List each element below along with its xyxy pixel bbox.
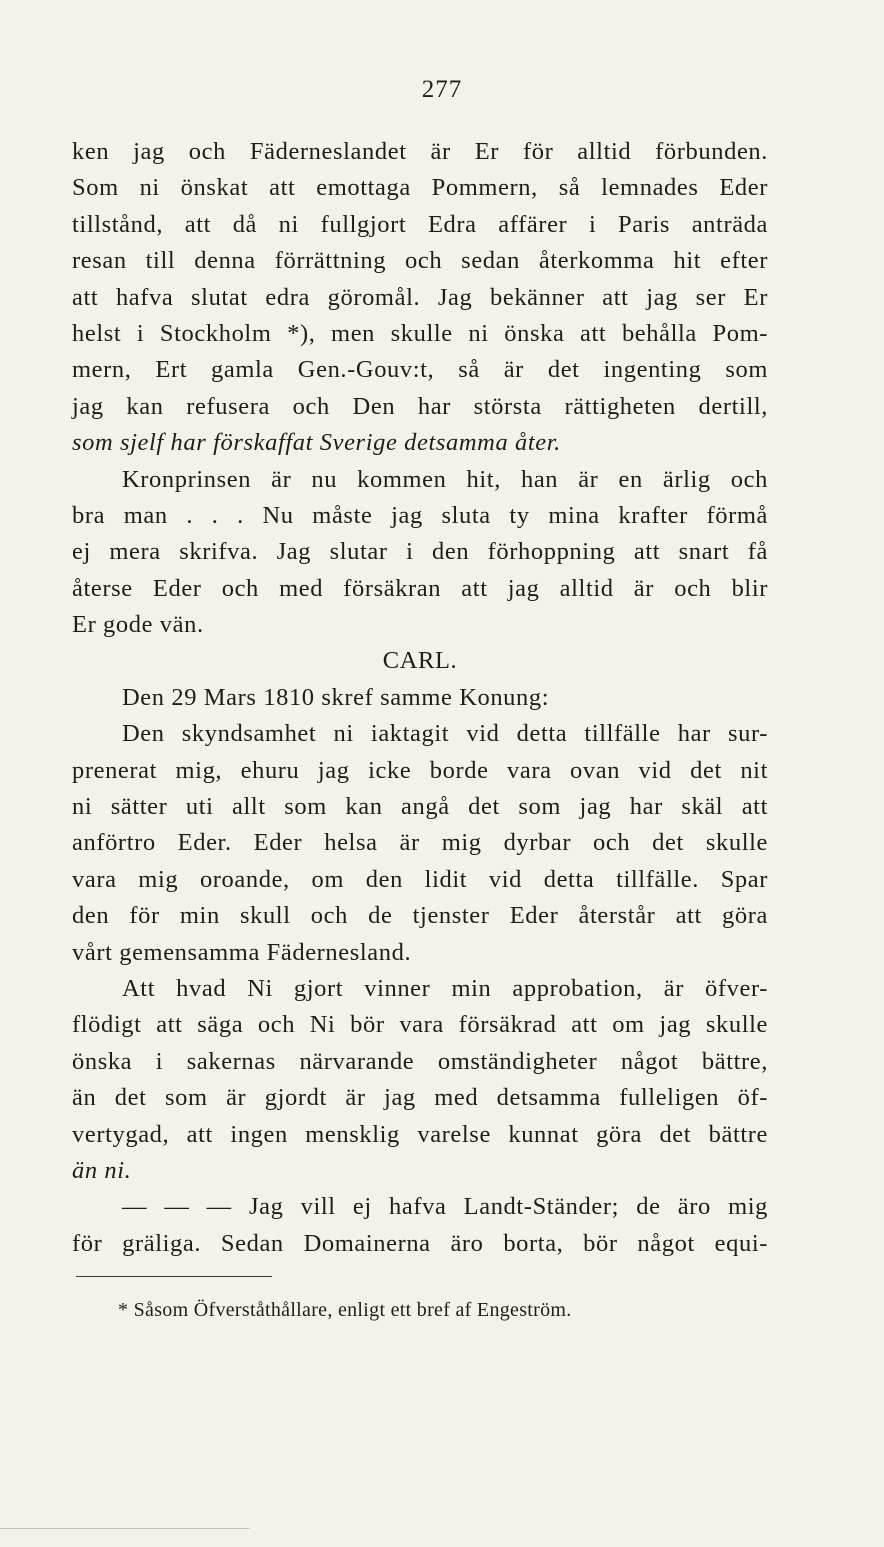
- page-number: 277: [421, 76, 463, 103]
- text-line-italic: som sjelf har förskaffat Sverige detsamma åter.: [72, 429, 561, 457]
- body-text: [72, 134, 768, 1262]
- paragraph-start: Den 29 Mars 1810 skref samme Konung:: [122, 683, 550, 711]
- text-line-italic: än ni.: [72, 1156, 132, 1184]
- text-line: Som ni önskat att emottaga Pommern, så lemnades Eder: [72, 174, 768, 202]
- text-line: att hafva slutat edra göromål. Jag bekänner att jag ser Er: [72, 283, 768, 311]
- text-line: ej mera skrifva. Jag slutar i den förhoppning att snart få: [72, 538, 768, 566]
- text-line: bra man . . . Nu måste jag sluta ty mina krafter förmå: [72, 501, 768, 529]
- text-line: Er gode vän.: [72, 611, 204, 639]
- text-line: helst i Stockholm *), men skulle ni önska att behålla Pom-: [72, 319, 768, 347]
- text-line: än det som är gjordt är jag med detsamma fulleligen öf-: [72, 1084, 768, 1112]
- text-line: för gräliga. Sedan Domainerna äro borta, bör något equi-: [72, 1229, 768, 1257]
- text-line: flödigt att säga och Ni bör vara försäkrad att om jag skulle: [72, 1011, 768, 1039]
- text-line: den för min skull och de tjenster Eder återstår att göra: [72, 902, 768, 930]
- text-line: ken jag och Fäderneslandet är Er för alltid förbunden.: [72, 138, 768, 165]
- paragraph-start: Kronprinsen är nu kommen hit, han är en ärlig och: [122, 465, 768, 493]
- text-line: önska i sakernas närvarande omständigheter något bättre,: [72, 1047, 768, 1075]
- text-line: tillstånd, att då ni fullgjort Edra affärer i Paris anträda: [72, 210, 768, 238]
- text-line: anförtro Eder. Eder helsa är mig dyrbar och det skulle: [72, 829, 768, 857]
- text-line: vårt gemensamma Fädernesland.: [72, 938, 412, 966]
- text-line: resan till denna förrättning och sedan återkomma hit efter: [72, 247, 768, 275]
- paragraph-start: — — — Jag vill ej hafva Landt-Ständer; de äro mig: [122, 1193, 768, 1221]
- footnote-rule: [76, 1276, 272, 1277]
- footnote: * Såsom Öfverståthållare, enligt ett bref af Engeström.: [118, 1299, 572, 1321]
- paragraph-start: Den skyndsamhet ni iaktagit vid detta tillfälle har sur-: [122, 720, 768, 748]
- text-line: vara mig oroande, om den lidit vid detta tillfälle. Spar: [72, 865, 768, 893]
- signature: CARL.: [382, 647, 458, 675]
- text-line: mern, Ert gamla Gen.-Gouv:t, så är det ingenting som: [72, 356, 768, 384]
- paragraph-start: Att hvad Ni gjort vinner min approbation, är öfver-: [122, 974, 768, 1002]
- page-edge-mark: [0, 1528, 250, 1529]
- text-line: prenerat mig, ehuru jag icke borde vara ovan vid det nit: [72, 756, 768, 784]
- text-line: vertygad, att ingen mensklig varelse kunnat göra det bättre: [72, 1120, 768, 1148]
- text-line: ni sätter uti allt som kan angå det som jag har skäl att: [72, 793, 768, 821]
- text-line: återse Eder och med försäkran att jag alltid är och blir: [72, 574, 768, 602]
- text-line: jag kan refusera och Den har största rättigheten dertill,: [72, 392, 768, 420]
